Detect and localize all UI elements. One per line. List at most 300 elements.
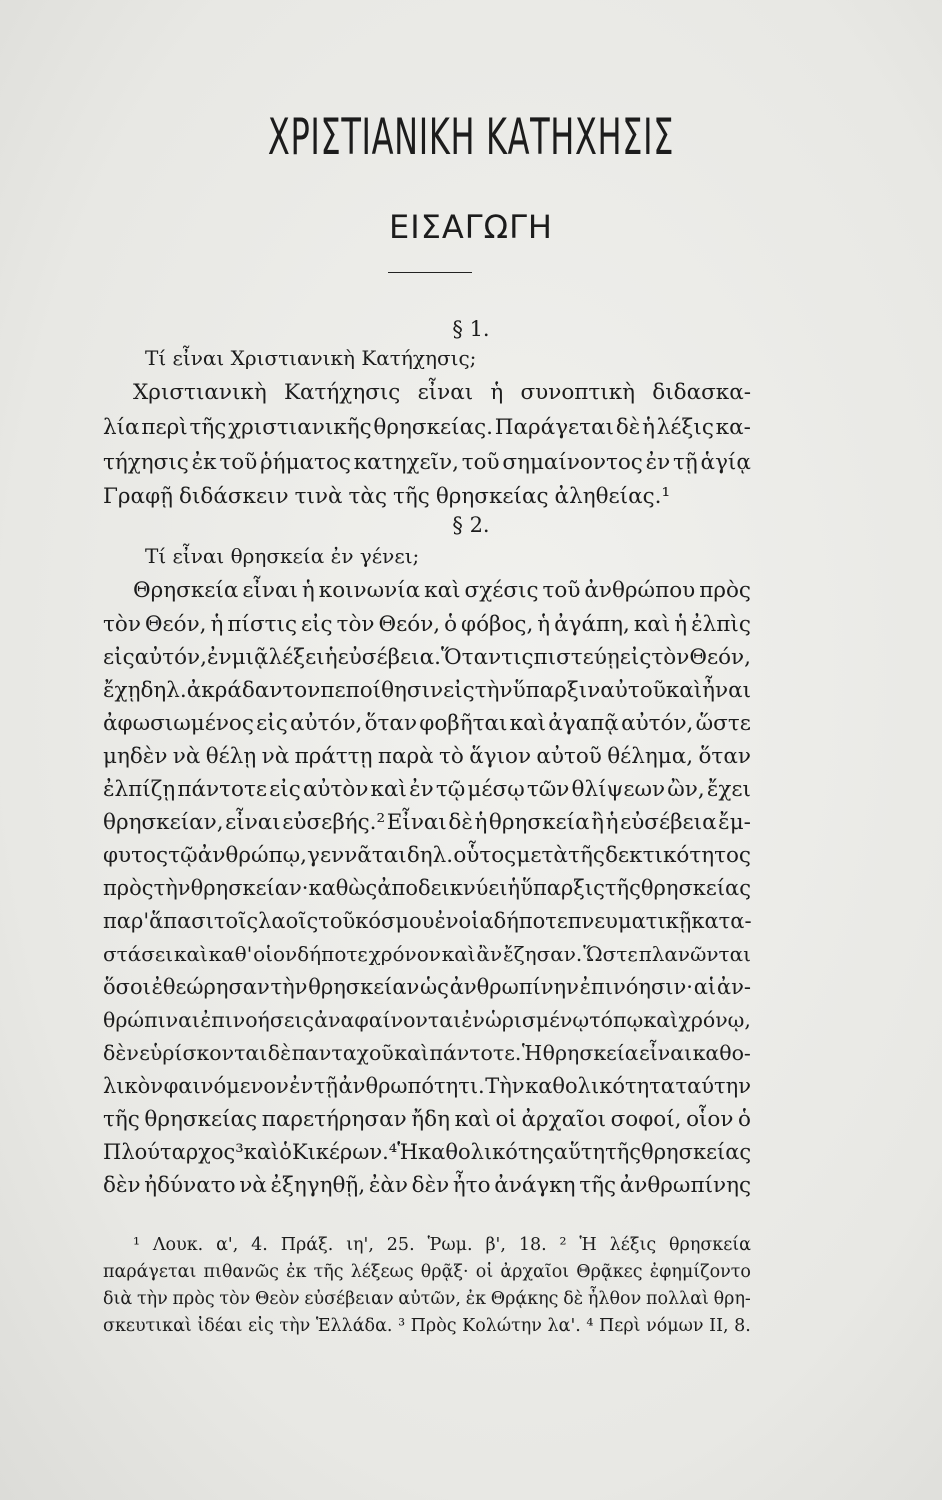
word: λία — [103, 415, 140, 440]
word: γεννᾶται — [307, 843, 407, 868]
word: τὸν — [103, 612, 141, 637]
word: παρ' — [103, 909, 150, 933]
word: ἂν — [476, 942, 503, 966]
word: Κατήχησις — [283, 380, 401, 405]
footnote-line — [133, 1235, 751, 1255]
word: Χριστιανικὴ — [133, 380, 267, 405]
word: α', — [216, 1235, 239, 1255]
word: Τὴν — [485, 1074, 525, 1098]
word: θρησκεία — [669, 1235, 751, 1255]
word: πρὸς — [103, 876, 154, 900]
word: τῆς — [189, 415, 227, 440]
word: ἡ — [537, 612, 551, 637]
word: τῷ — [168, 843, 198, 868]
word: ὢν, — [667, 777, 705, 802]
word: δὲ — [563, 1289, 584, 1309]
word: ἦλθον — [587, 1289, 642, 1309]
word: εἰς — [269, 777, 301, 802]
word: περὶ — [141, 415, 188, 440]
word: ἡ — [605, 810, 619, 835]
word: τῆς — [313, 1262, 344, 1282]
word: τὴν — [153, 876, 191, 900]
word: τοῦ — [219, 450, 258, 475]
word: ⁴ — [586, 1316, 594, 1336]
footnote-line — [103, 1262, 751, 1282]
word: θρησκείαν, — [103, 810, 224, 835]
word: τῷ — [435, 777, 466, 802]
section-mark-2: § 2. — [452, 513, 490, 537]
question-1: Τί εἶναι Χριστιανικὴ Κατήχησις; — [145, 346, 477, 370]
word: μέσῳ — [467, 777, 525, 802]
page-title: ΧΡΙΣΤΙΑΝΙΚΗ ΚΑΤΗΧΗΣΙΣ — [267, 108, 675, 166]
word: δὲ — [448, 810, 473, 835]
word: καθολικότητα — [525, 1074, 675, 1098]
word: νὰ — [172, 744, 201, 769]
word: Ἡ — [521, 1041, 543, 1065]
word: νὰ — [239, 1173, 267, 1198]
word: ἀποδεικνύει — [377, 876, 508, 900]
word: ἀναφαίνονται — [314, 1008, 462, 1032]
word: θρησκείαν — [308, 975, 420, 999]
word: ἐπινόησιν· — [579, 975, 693, 999]
word: καὶ — [665, 678, 703, 703]
word: τοῦ — [542, 578, 581, 603]
word: τῆς — [604, 876, 641, 900]
word: θρησκείας — [640, 876, 751, 900]
word: παρετήρησαν — [261, 1107, 407, 1132]
word: πάντοτε. — [429, 1041, 522, 1065]
word: ὅταν — [364, 711, 418, 736]
word: κα- — [715, 415, 751, 440]
word: ¹ — [133, 1235, 141, 1255]
word: πάντοτε — [177, 777, 267, 802]
word: ἡ — [301, 578, 315, 603]
word: τις — [501, 645, 534, 670]
word: καὶ — [243, 1140, 280, 1164]
word: ἐν — [289, 1074, 314, 1098]
text-line — [103, 645, 751, 670]
word: ἅπασι — [149, 909, 214, 933]
word: Ὥστε — [583, 942, 638, 966]
word: τοῖς — [213, 909, 259, 933]
word: πολλαὶ — [645, 1289, 709, 1309]
word: ² — [559, 1235, 567, 1255]
word: φοβῆται — [419, 711, 508, 736]
word: ἐν — [645, 450, 671, 475]
word: Ἡ — [579, 1235, 597, 1255]
word: θλίψεων — [571, 777, 666, 802]
page-subtitle: ΕΙΣΑΓΩΓΗ — [389, 208, 553, 246]
word: οἱ — [495, 1107, 517, 1132]
word: θρησκείας — [144, 1107, 258, 1132]
text-line — [103, 975, 751, 999]
word: δὲν — [103, 1041, 139, 1065]
word: πανταχοῦ — [291, 1041, 394, 1065]
word: τῶν — [526, 777, 570, 802]
word: ὁ — [738, 1107, 751, 1132]
word: εἰς — [256, 711, 288, 736]
text-line — [133, 578, 751, 603]
word: τῆς — [605, 1140, 642, 1164]
word: τὸν — [219, 1289, 251, 1309]
word: ἀνθρωπότητι. — [338, 1074, 485, 1098]
word: θρησκεία — [542, 1041, 639, 1065]
word: καὶ — [370, 777, 407, 802]
word: τήχησις — [103, 450, 189, 475]
word: ἁγίᾳ — [700, 450, 751, 475]
title-divider — [388, 272, 472, 273]
word: κοινωνία — [318, 578, 421, 603]
text-line — [103, 711, 751, 736]
word: τὴν — [136, 1289, 168, 1309]
text-line — [103, 777, 751, 802]
word: θρώπιναι — [103, 1008, 200, 1032]
word: παρὰ — [377, 744, 434, 769]
word: ἐν — [206, 645, 232, 670]
text-line — [103, 678, 751, 703]
word: ἀγάπη, — [554, 612, 630, 637]
word: ῥήματος — [260, 450, 351, 475]
word: ἀρχαῖοι — [521, 1107, 607, 1132]
word: εἰς — [103, 645, 135, 670]
word: ὁ — [279, 1140, 292, 1164]
word: ἡ — [642, 415, 655, 440]
word: ἰδέαι — [197, 1316, 243, 1336]
word: ἀνθρώπου — [584, 578, 696, 603]
word: Θεόν, — [378, 612, 441, 637]
word: εὑρίσκονται — [139, 1041, 268, 1065]
word: λέξει — [268, 645, 325, 670]
word: λέξις — [609, 1235, 657, 1255]
word: Περὶ — [599, 1316, 641, 1336]
word: ἀν- — [716, 975, 751, 999]
text-line — [103, 876, 751, 900]
word: λα'. — [547, 1316, 581, 1336]
word: τῆς — [568, 843, 605, 868]
word: τοῦ — [318, 909, 356, 933]
word: εἶναι — [242, 578, 298, 603]
word: λικὸν — [103, 1074, 164, 1098]
word: νὰ — [261, 744, 290, 769]
word: θρᾷξ· — [420, 1262, 469, 1282]
word: ἔχει — [706, 777, 751, 802]
word: κατηχεῖν, — [353, 450, 459, 475]
word: λέξις — [656, 415, 714, 440]
word: σκευτικαὶ — [103, 1316, 192, 1336]
word: τῇ — [673, 450, 698, 475]
text-line — [103, 810, 751, 835]
word: ἐλπίζῃ — [103, 777, 176, 802]
word: στάσει — [103, 942, 174, 966]
word: θρησκείαν· — [190, 876, 309, 900]
text-line — [103, 415, 751, 440]
word: διδασκα- — [652, 380, 751, 405]
word: δηλ. — [140, 678, 187, 703]
text-line — [103, 612, 751, 637]
word: Ἡ — [397, 1140, 419, 1164]
word: οἱ — [475, 1262, 494, 1282]
word: θρησκεία — [488, 810, 590, 835]
word: συνοπτικὴ — [520, 380, 636, 405]
word: καθο- — [692, 1041, 751, 1065]
word: διδάσκειν — [179, 484, 289, 509]
word: ἔμ- — [718, 810, 751, 835]
word: 25. — [386, 1235, 415, 1255]
word: αὐτοῦ — [536, 744, 602, 769]
word: εἰς — [619, 645, 652, 670]
word: Θεόν, — [689, 645, 751, 670]
word: τῆς — [393, 484, 430, 509]
word: ὅταν — [698, 744, 751, 769]
word: θρησκείας — [435, 484, 549, 509]
word: Κολώτην — [462, 1316, 542, 1336]
word: ἐὰν — [368, 1173, 408, 1198]
word: δὲ — [615, 415, 641, 440]
word: τὰς — [348, 484, 387, 509]
word: ἀκράδαντον — [186, 678, 321, 703]
word: ἐθεώρησαν — [151, 975, 270, 999]
word: Θρησκεία — [133, 578, 239, 603]
word: θρη- — [713, 1289, 751, 1309]
word: διὰ — [103, 1289, 133, 1309]
word: καὶ — [173, 942, 208, 966]
word: ὅσοι — [103, 975, 151, 999]
word: ἡ — [474, 810, 488, 835]
word: ἐπινοήσεις — [200, 1008, 314, 1032]
word: ἀνθρώπῳ, — [197, 843, 307, 868]
word: εἰς — [248, 1316, 274, 1336]
word: ἡ — [490, 380, 504, 405]
word: πιστεύῃ — [533, 645, 620, 670]
word: ΙΙ, — [709, 1316, 729, 1336]
text-line — [103, 744, 751, 769]
word: τὸ — [439, 744, 464, 769]
word: σχέσις — [464, 578, 539, 603]
word: φαινόμενον — [163, 1074, 289, 1098]
word: Κικέρων.⁴ — [291, 1140, 398, 1164]
word: αὐτόν, — [290, 711, 363, 736]
text-line — [103, 1074, 751, 1098]
word: Θρᾴκης — [490, 1289, 559, 1309]
word: Εἶναι — [386, 810, 447, 835]
word: θέλῃ — [205, 744, 257, 769]
word: πρὸς — [699, 578, 751, 603]
word: δηλ. — [406, 843, 454, 868]
word: τὴν — [474, 678, 513, 703]
text-line — [103, 909, 751, 933]
word: αὐτόν, — [621, 711, 694, 736]
word: ὁ — [444, 612, 458, 637]
question-2: Τί εἶναι θρησκεία ἐν γένει; — [145, 544, 420, 568]
word: τῆς — [579, 1173, 617, 1198]
word: τινὰ — [294, 484, 343, 509]
word: εἰς — [300, 612, 333, 637]
word: ἦναι — [702, 678, 752, 703]
word: χριστιανικῆς — [228, 415, 372, 440]
word: ἀρχαῖοι — [500, 1262, 570, 1282]
word: τῆς — [103, 1107, 140, 1132]
text-line — [103, 1041, 751, 1065]
word: πράττῃ — [294, 744, 373, 769]
word: ³ — [398, 1316, 406, 1336]
word: μετὰ — [516, 843, 568, 868]
word: πλανῶνται — [638, 942, 751, 966]
word: ἀληθείας.¹ — [554, 484, 671, 509]
word: ἀγαπᾷ — [548, 711, 619, 736]
word: αὐτῶν, — [398, 1289, 461, 1309]
word: δὲν — [103, 1173, 141, 1198]
word: ἡ — [324, 645, 338, 670]
word: ἔζησαν. — [503, 942, 583, 966]
word: δεκτικότητος — [605, 843, 751, 868]
word: ἐφημίζοντο — [649, 1262, 751, 1282]
word: ἡ — [507, 876, 521, 900]
word: ἐλπὶς — [691, 612, 751, 637]
word: αὐτὸν — [302, 777, 369, 802]
word: ἐν — [461, 1008, 485, 1032]
word: καθ' — [208, 942, 253, 966]
word: τὴν — [279, 1316, 311, 1336]
word: εὐσεβής.² — [282, 810, 386, 835]
word: θρησκείας — [641, 1140, 752, 1164]
word: καὶ — [424, 578, 461, 603]
word: καθολικότης — [418, 1140, 554, 1164]
text-line — [103, 1107, 751, 1132]
word: μηδὲν — [103, 744, 168, 769]
word: πεποίθησιν — [320, 678, 444, 703]
word: εὐσέβεια. — [337, 645, 441, 670]
word: καθὼς — [308, 876, 378, 900]
word: ἤδη — [411, 1107, 450, 1132]
word: τὴν — [270, 975, 308, 999]
word: σοφοί, — [610, 1107, 682, 1132]
word: χρόνον — [368, 942, 441, 966]
word: αἱ — [693, 975, 717, 999]
footnote-line — [103, 1316, 751, 1336]
word: φόβος, — [461, 612, 534, 637]
word: θρησκείας. — [373, 415, 493, 440]
word: Ῥωμ. — [427, 1235, 473, 1255]
word: λέξεως — [350, 1262, 414, 1282]
word: οἱαδήποτε — [458, 909, 568, 933]
word: Ἑλλάδα. — [315, 1316, 393, 1336]
word: ὥστε — [695, 711, 751, 736]
word: ἐκ — [191, 450, 217, 475]
word: 8. — [734, 1316, 751, 1336]
word: ἀνθρωπίνης — [619, 1173, 751, 1198]
word: ἔχῃ — [103, 678, 141, 703]
word: πιθανῶς — [203, 1262, 279, 1282]
word: ἐξηγηθῇ, — [270, 1173, 366, 1198]
word: χρόνῳ, — [678, 1008, 751, 1032]
word: 18. — [518, 1235, 547, 1255]
word: ἐν — [434, 909, 459, 933]
word: ἦτο — [452, 1173, 491, 1198]
word: κόσμου — [355, 909, 435, 933]
word: φυτος — [103, 843, 169, 868]
word: καὶ — [643, 1008, 679, 1032]
word: Πλούταρχος³ — [103, 1140, 244, 1164]
text-line — [103, 1008, 751, 1032]
word: β', — [485, 1235, 506, 1255]
word: εὐσέβεια — [620, 810, 717, 835]
text-line — [133, 380, 751, 405]
word: οἷον — [686, 1107, 734, 1132]
text-line — [103, 942, 751, 966]
word: πνευματικῇ — [567, 909, 692, 933]
word: νόμων — [646, 1316, 704, 1336]
word: Γραφῇ — [103, 484, 174, 509]
word: μιᾷ — [231, 645, 269, 670]
word: ἐκ — [465, 1289, 487, 1309]
word: αὕτη — [553, 1140, 606, 1164]
word: οὗτος — [453, 843, 517, 868]
word: τὸν — [336, 612, 375, 637]
word: ἠδύνατο — [144, 1173, 236, 1198]
word: Θρᾷκες — [576, 1262, 643, 1282]
word: θέλημα, — [607, 744, 694, 769]
word: ἐν — [409, 777, 434, 802]
word: Θεὸν — [255, 1289, 300, 1309]
word: παράγεται — [103, 1262, 197, 1282]
word: εἶναι — [639, 1041, 693, 1065]
word: τόπῳ — [589, 1008, 644, 1032]
word: ἅγιον — [469, 744, 532, 769]
text-line — [103, 1140, 751, 1164]
word: δὲ — [267, 1041, 292, 1065]
text-line — [103, 843, 751, 868]
word: πίστις — [227, 612, 297, 637]
word: καὶ — [633, 612, 671, 637]
word: εἶναι — [225, 810, 281, 835]
word: εἶναι — [417, 380, 474, 405]
word: αὐτοῦ — [600, 678, 666, 703]
word: ταύτην — [675, 1074, 751, 1098]
word: τῇ — [313, 1074, 339, 1098]
word: οἱονδήποτε — [253, 942, 368, 966]
word: εἰς — [443, 678, 475, 703]
word: ἡ — [674, 612, 688, 637]
word: Παράγεται — [494, 415, 615, 440]
word: αὐτόν, — [134, 645, 207, 670]
word: ἢ — [591, 810, 605, 835]
text-line — [103, 484, 751, 509]
word: 4. — [251, 1235, 268, 1255]
word: τοῦ — [461, 450, 500, 475]
footnote-line — [103, 1289, 751, 1309]
word: ὕπαρξις — [520, 876, 605, 900]
word: ὡρισμένῳ — [485, 1008, 590, 1032]
word: εὐσέβειαν — [304, 1289, 394, 1309]
word: καὶ — [441, 942, 476, 966]
word: δὲν — [411, 1173, 450, 1198]
section-mark-1: § 1. — [452, 317, 490, 341]
word: Λουκ. — [152, 1235, 204, 1255]
word: Πρὸς — [410, 1316, 457, 1336]
word: σημαίνοντος — [502, 450, 643, 475]
word: καὶ — [509, 711, 547, 736]
word: καὶ — [394, 1041, 429, 1065]
text-line — [103, 450, 751, 475]
word: λαοῖς — [258, 909, 319, 933]
word: πρὸς — [172, 1289, 215, 1309]
word: ὕπαρξιν — [512, 678, 601, 703]
word: ἐκ — [286, 1262, 307, 1282]
word: ἀφωσιωμένος — [103, 711, 254, 736]
word: ἡ — [210, 612, 224, 637]
word: Ὅταν — [440, 645, 502, 670]
word: τὸν — [651, 645, 690, 670]
